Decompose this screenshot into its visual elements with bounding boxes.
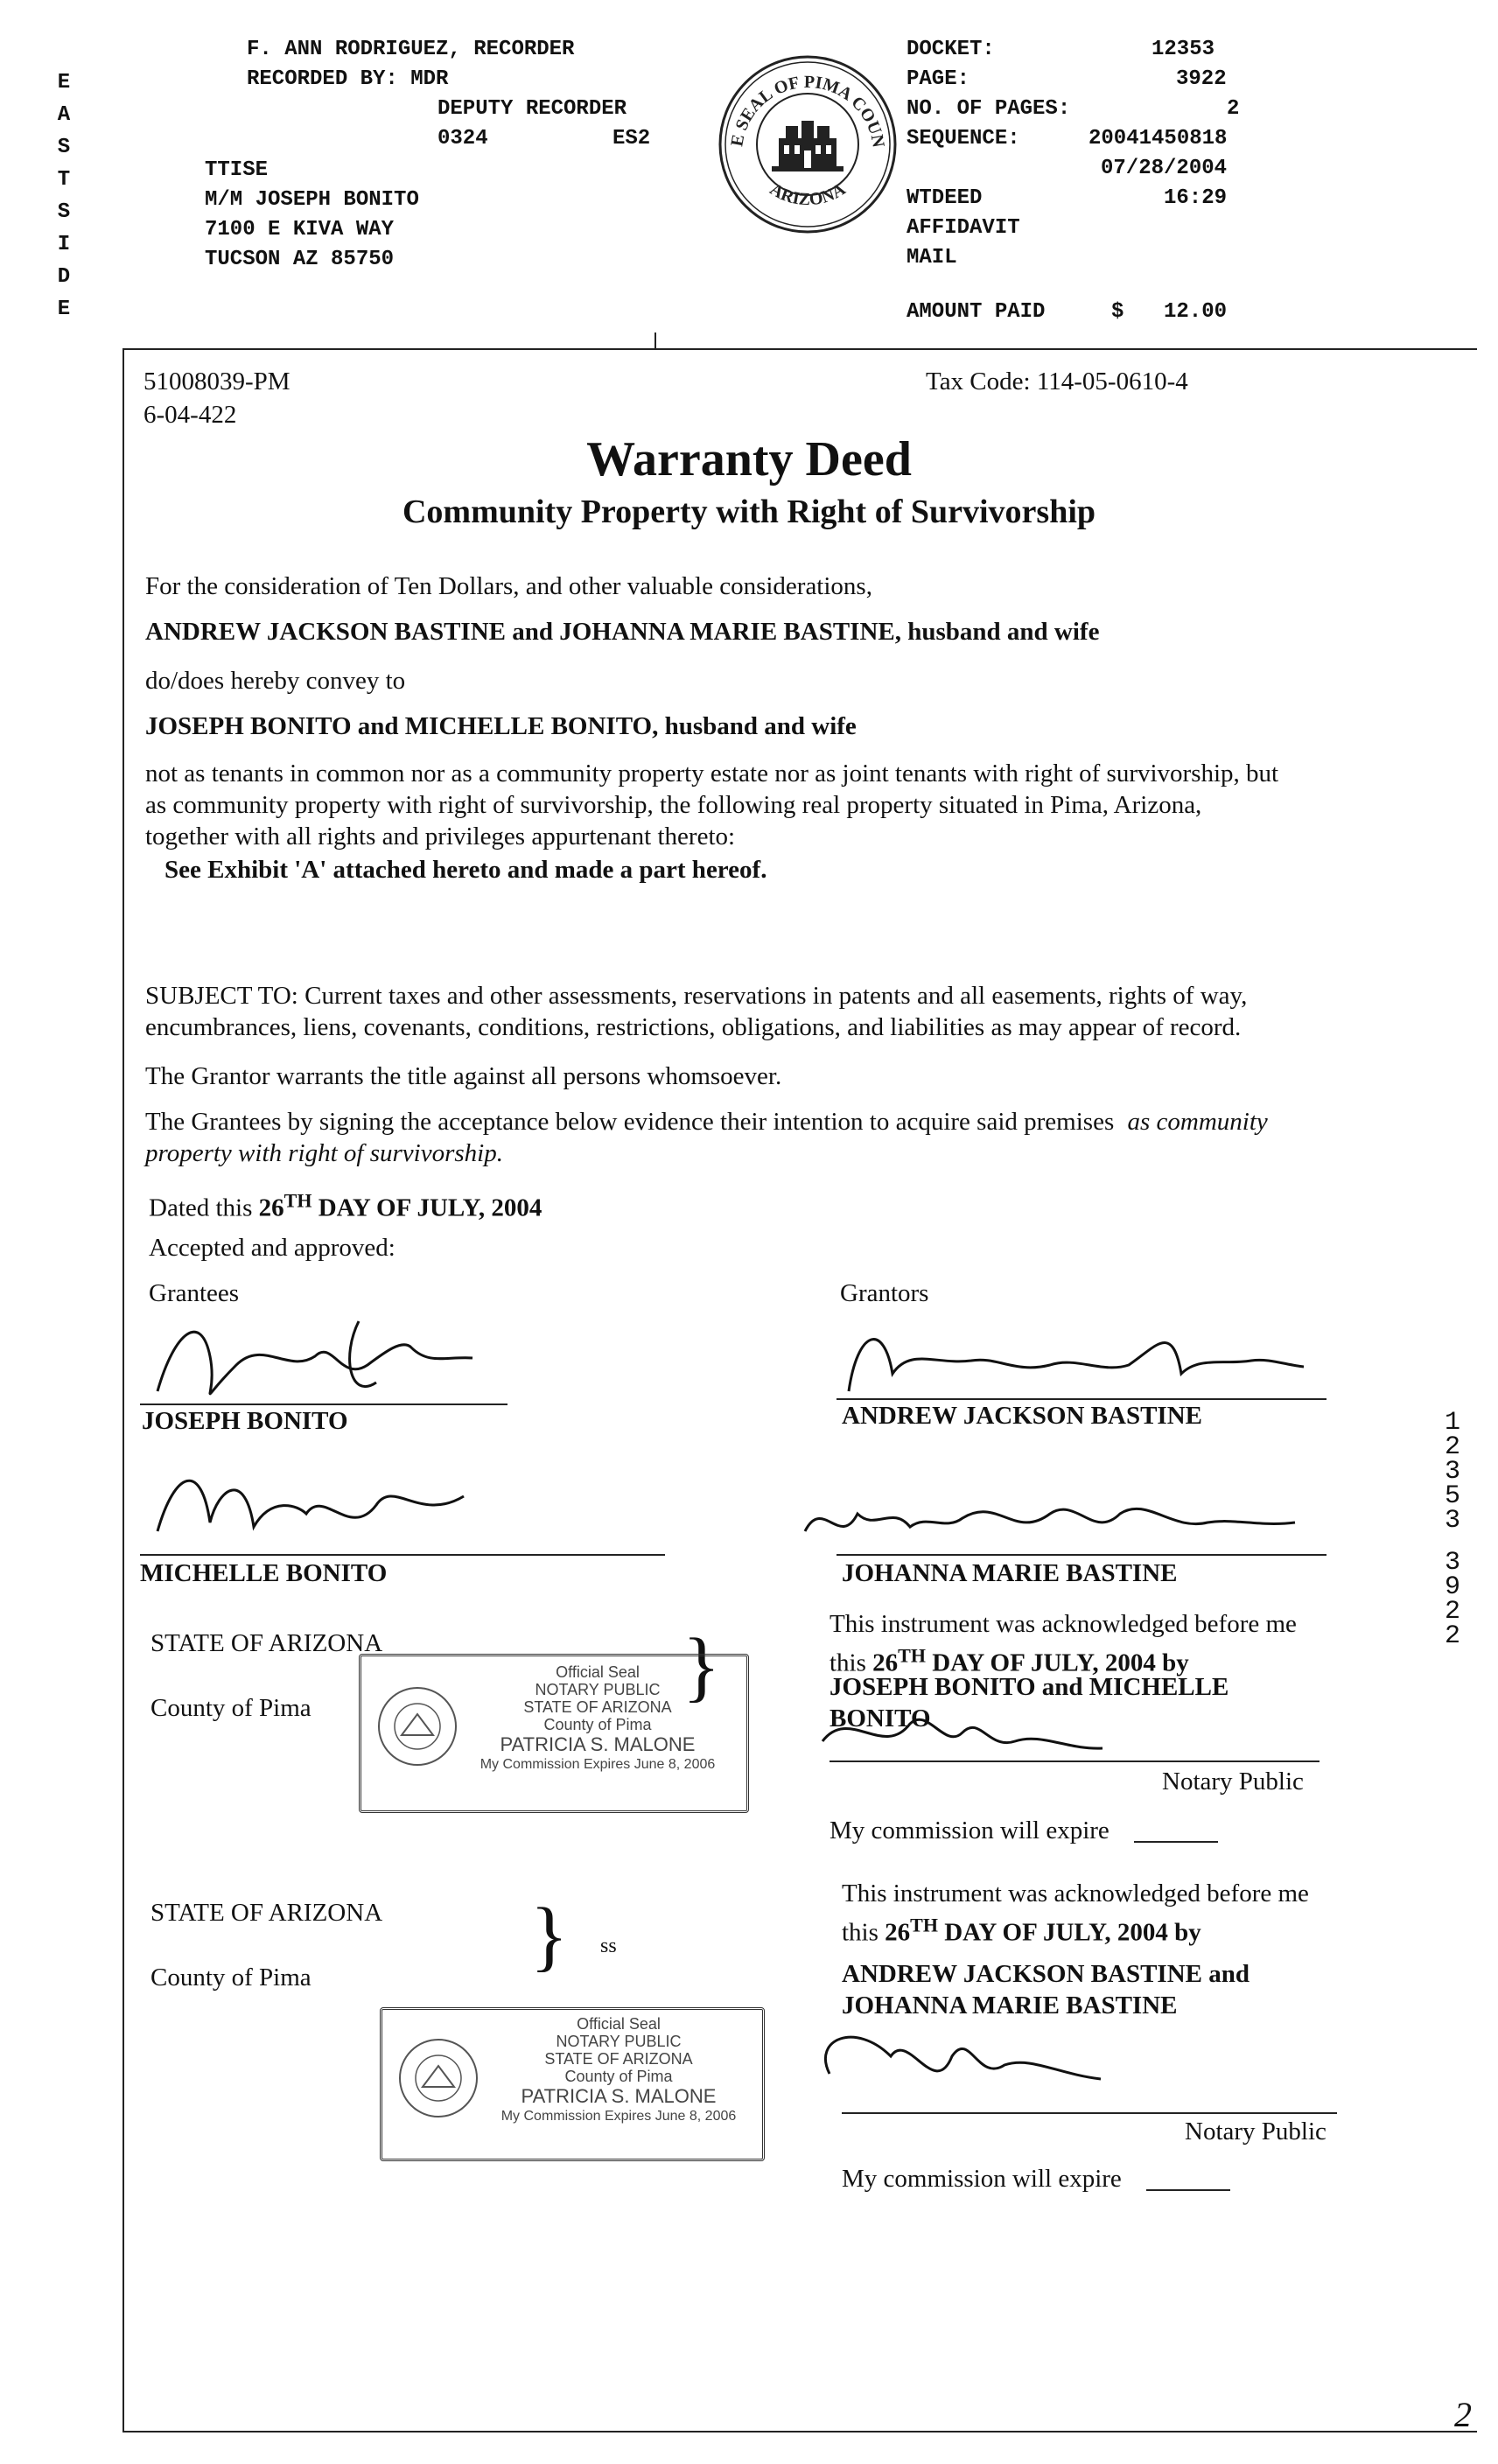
- margin-digit: 1: [1444, 1408, 1460, 1438]
- notary-stamp-1: [359, 1654, 749, 1813]
- stamp2-line1: Official Seal: [577, 2015, 661, 2033]
- grantor2-name: JOHANNA MARIE BASTINE: [842, 1559, 1178, 1587]
- stamp2-line4: County of Pima: [564, 2068, 673, 2085]
- header-divider: [654, 332, 656, 350]
- return-to-line1: TTISE: [205, 158, 269, 182]
- dated-line: [149, 1185, 542, 1224]
- ack2-commission-blank: [1146, 2189, 1230, 2191]
- ack2-text2: [842, 1909, 1201, 1949]
- docket-value: 12353: [1152, 38, 1215, 61]
- acceptance-text: The Grantees by signing the acceptance below evidence their intention to acquire said premises: [145, 1108, 1115, 1136]
- recorded-by: RECORDED BY: MDR: [247, 67, 449, 91]
- acceptance-line2: [145, 1138, 503, 1169]
- notary-signature-2: [803, 2021, 1153, 2118]
- eastside-letter: S: [57, 136, 71, 159]
- ack2-state: STATE OF ARIZONA: [150, 1899, 383, 1927]
- seal-bottom-text: ARIZONA: [766, 179, 850, 210]
- amount-paid-label: AMOUNT PAID: [906, 300, 1046, 324]
- grantees-label: Grantees: [149, 1279, 240, 1307]
- grantees-names: JOSEPH BONITO and MICHELLE BONITO, husband and wife: [145, 712, 857, 740]
- document-title: Warranty Deed: [586, 432, 912, 486]
- document-subtitle: Community Property with Right of Survivorship: [402, 494, 1096, 530]
- ack1-commission-blank: [1134, 1841, 1218, 1843]
- acceptance-line1: [145, 1106, 1268, 1138]
- eastside-letter: S: [57, 200, 71, 224]
- document-frame-left: [122, 348, 124, 2431]
- eastside-letter: T: [57, 168, 71, 192]
- margin-digit: 2: [1444, 1621, 1460, 1651]
- joseph-bonito-signature: [140, 1304, 508, 1418]
- ack1-brace: }: [682, 1623, 721, 1710]
- grantee2-name: MICHELLE BONITO: [140, 1559, 388, 1587]
- ack1-commission: My commission will expire: [830, 1816, 1110, 1844]
- convey-text: do/does hereby convey to: [145, 667, 406, 695]
- eastside-vertical-label: [51, 66, 77, 326]
- ack2-sup: TH: [910, 1914, 938, 1936]
- stamp2-line3: STATE OF ARIZONA: [544, 2050, 693, 2068]
- margin-digit: 9: [1444, 1572, 1460, 1602]
- ack1-sup: TH: [898, 1644, 926, 1666]
- mail-label: MAIL: [906, 246, 957, 270]
- dated-sup: TH: [284, 1189, 312, 1211]
- exhibit-reference: See Exhibit 'A' attached hereto and made a part hereof.: [164, 856, 767, 884]
- record-type: WTDEED: [906, 186, 983, 210]
- eastside-letter: E: [57, 298, 71, 321]
- ack2-post: DAY OF JULY, 2004 by: [937, 1918, 1201, 1947]
- ack1-names1: JOSEPH BONITO and MICHELLE: [830, 1673, 1229, 1701]
- sequence-label: SEQUENCE:: [906, 127, 1020, 150]
- stamp1-line4: County of Pima: [543, 1716, 652, 1733]
- notary-stamp-2: [380, 2007, 765, 2161]
- ack2-brace: }: [530, 1893, 569, 1979]
- dated-post: DAY OF JULY, 2004: [312, 1194, 542, 1222]
- notary-seal-icon: [374, 1683, 461, 1770]
- grantors-label: Grantors: [840, 1279, 929, 1307]
- record-date: 07/28/2004: [1101, 157, 1228, 180]
- page-value: 3922: [1176, 67, 1227, 91]
- file-number: 51008039-PM: [144, 368, 290, 396]
- accepted-approved: Accepted and approved:: [149, 1234, 396, 1262]
- ack2-text1: This instrument was acknowledged before me: [842, 1880, 1309, 1908]
- acceptance-italic2: property with right of survivorship.: [145, 1139, 503, 1167]
- tenancy-line1: not as tenants in common nor as a community property estate nor as joint tenants with right of survivorship, but: [145, 760, 1279, 788]
- johanna-bastine-signature-line: [836, 1554, 1326, 1556]
- stamp2-line2: NOTARY PUBLIC: [556, 2033, 682, 2050]
- michelle-bonito-signature: [149, 1452, 516, 1558]
- seal-graphic: [716, 52, 900, 236]
- subject-to-line2: encumbrances, liens, covenants, conditions, restrictions, obligations, and liabilities as may appear of record.: [145, 1013, 1242, 1041]
- return-to-line4: TUCSON AZ 85750: [205, 248, 395, 271]
- ack1-pre: this: [830, 1648, 873, 1677]
- eastside-letter: D: [57, 265, 71, 289]
- andrew-bastine-signature: [831, 1312, 1321, 1409]
- tenancy-line3: together with all rights and privileges appurtenant thereto:: [145, 822, 736, 850]
- grantor1-name: ANDREW JACKSON BASTINE: [842, 1402, 1202, 1430]
- ack1-text1: This instrument was acknowledged before me: [830, 1610, 1297, 1638]
- eastside-letter: A: [57, 103, 71, 127]
- amount-value: 12.00: [1164, 300, 1228, 324]
- amount-currency: $: [1111, 300, 1124, 324]
- notary2-signature-line: [842, 2112, 1337, 2114]
- pages-value: 2: [1227, 97, 1240, 121]
- dated-day: 26: [258, 1194, 284, 1222]
- margin-digit: 5: [1444, 1481, 1460, 1511]
- ack1-day: 26: [872, 1648, 899, 1677]
- stamp1-line5: PATRICIA S. MALONE: [500, 1733, 696, 1755]
- stamp1-line1: Official Seal: [556, 1663, 640, 1681]
- margin-record-number: [1435, 1408, 1470, 1651]
- ack2-names2: JOHANNA MARIE BASTINE: [842, 1992, 1178, 2020]
- ack1-names2: BONITO: [830, 1704, 931, 1732]
- ack1-state: STATE OF ARIZONA: [150, 1629, 383, 1657]
- eastside-letter: E: [57, 71, 71, 94]
- warranty-clause: The Grantor warrants the title against all persons whomsoever.: [145, 1062, 782, 1090]
- seal-top-text: E SEAL OF PIMA COUN: [727, 72, 888, 150]
- grantors-names: ANDREW JACKSON BASTINE and JOHANNA MARIE BASTINE, husband and wife: [145, 618, 1100, 646]
- recorder-code-a: 0324: [438, 127, 488, 150]
- ack2-pre: this: [842, 1918, 886, 1947]
- affidavit-label: AFFIDAVIT: [906, 216, 1020, 240]
- notary-signature-1: [814, 1698, 1181, 1768]
- ack2-names1: ANDREW JACKSON BASTINE and: [842, 1960, 1250, 1988]
- recorder-code-b: ES2: [612, 127, 651, 150]
- dated-pre: Dated this: [149, 1194, 259, 1222]
- margin-digit: 2: [1444, 1432, 1460, 1462]
- notary1-signature-line: [830, 1760, 1320, 1762]
- tenancy-line2: as community property with right of survivorship, the following real property situated in Pima, Arizona,: [145, 791, 1202, 819]
- stamp1-line3: STATE OF ARIZONA: [523, 1698, 672, 1716]
- subject-to-line1: SUBJECT TO: Current taxes and other assessments, reservations in patents and all easements, rights of way,: [145, 982, 1248, 1010]
- eastside-letter: I: [57, 233, 71, 256]
- ack2-notary-label: Notary Public: [1185, 2118, 1326, 2146]
- margin-digit: 3: [1444, 1548, 1460, 1578]
- michelle-bonito-signature-line: [140, 1554, 665, 1556]
- grantee1-name: JOSEPH BONITO: [142, 1407, 348, 1435]
- deputy-recorder: DEPUTY RECORDER: [438, 97, 627, 121]
- ack1-post: DAY OF JULY, 2004 by: [925, 1648, 1189, 1677]
- pages-label: NO. OF PAGES:: [906, 97, 1071, 121]
- ack1-county: County of Pima: [150, 1694, 312, 1722]
- document-frame-top: [122, 348, 1477, 350]
- stamp2-line6: My Commission Expires June 8, 2006: [500, 2109, 737, 2124]
- pima-county-seal: [716, 52, 900, 236]
- margin-digit: 3: [1444, 1506, 1460, 1536]
- tax-code: Tax Code: 114-05-0610-4: [926, 368, 1188, 396]
- stamp2-line5: PATRICIA S. MALONE: [521, 2085, 717, 2107]
- ack2-ss: ss: [600, 1935, 617, 1957]
- margin-digit: 2: [1444, 1597, 1460, 1627]
- record-time: 16:29: [1164, 186, 1228, 210]
- johanna-bastine-signature: [788, 1479, 1312, 1558]
- ack2-day: 26: [885, 1918, 911, 1947]
- ack2-commission: My commission will expire: [842, 2165, 1122, 2193]
- return-to-line3: 7100 E KIVA WAY: [205, 218, 395, 242]
- docket-label: DOCKET:: [906, 38, 995, 61]
- margin-digit: 3: [1444, 1457, 1460, 1487]
- page-mark: 2: [1454, 2395, 1472, 2434]
- consideration-text: For the consideration of Ten Dollars, and other valuable considerations,: [145, 572, 872, 600]
- notary-seal-icon-2: [395, 2034, 482, 2122]
- ack1-notary-label: Notary Public: [1162, 1768, 1304, 1796]
- return-to-line2: M/M JOSEPH BONITO: [205, 188, 419, 212]
- recorder-name: F. ANN RODRIGUEZ, RECORDER: [247, 38, 575, 61]
- stamp1-line2: NOTARY PUBLIC: [535, 1681, 661, 1698]
- stamp1-line6: My Commission Expires June 8, 2006: [480, 1757, 716, 1772]
- ack2-county: County of Pima: [150, 1964, 312, 1992]
- page-label: PAGE:: [906, 67, 970, 91]
- document-frame-bottom: [122, 2431, 1477, 2432]
- sequence-value: 20041450818: [1088, 127, 1228, 150]
- file-sub-number: 6-04-422: [144, 401, 237, 429]
- acceptance-italic1: as community: [1127, 1108, 1268, 1136]
